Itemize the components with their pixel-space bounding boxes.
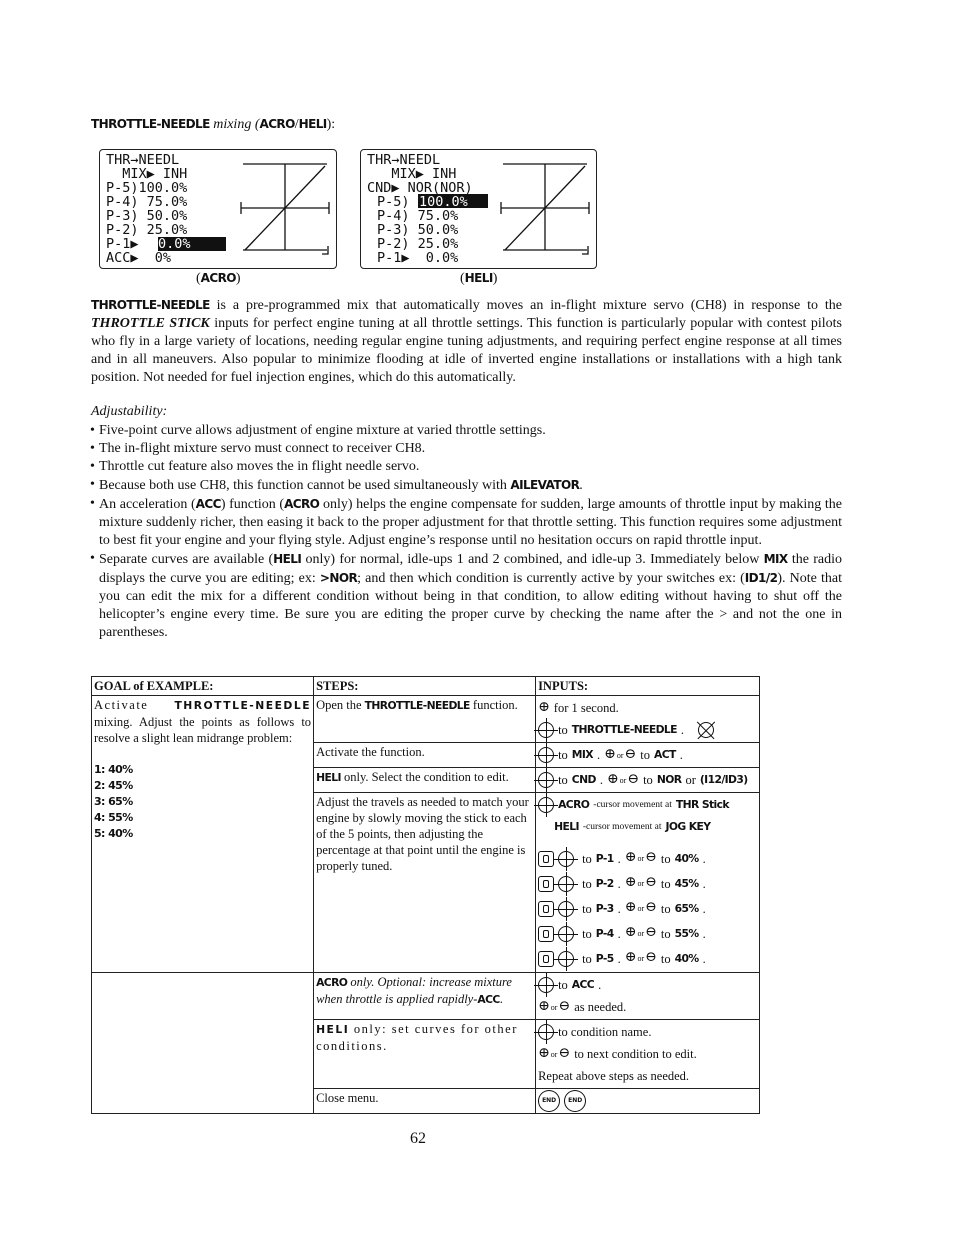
plus-or-minus-icon: ⊕ or ⊖ (624, 850, 657, 865)
table-row (92, 973, 760, 1020)
jog-key-icon (538, 772, 554, 788)
jog-key-icon (538, 747, 554, 763)
stick-position-icon (538, 926, 554, 942)
step-acro: ACRO (316, 976, 348, 989)
input-heli: HELI (554, 820, 579, 833)
input-row (538, 769, 757, 791)
jog-key-icon (538, 722, 554, 738)
header-goal: GOAL of EXAMPLE: (92, 677, 314, 696)
intro-function-name: THROTTLE-NEEDLE (91, 298, 210, 312)
bullet-heli: HELI (273, 552, 302, 566)
input-text: to condition name. (558, 1025, 652, 1039)
end-button-icon: END (564, 1090, 586, 1112)
or-label: or (637, 929, 645, 938)
bullet-text: The in-flight mixture servo must connect to receiver CH8. (99, 441, 426, 456)
jog-key-icon (538, 1024, 554, 1040)
heli-lcd-svg (361, 150, 596, 268)
goal-text-a: Activate (94, 698, 175, 712)
bullet-text: only) for normal, idle-ups 1 and 2 combined, and idle-up 3. Immediately below (301, 552, 764, 567)
bullet-text: ; and then which condition is currently active by your switches ex: ( (357, 571, 745, 586)
input-text: . (599, 773, 603, 787)
jog-key-icon (558, 851, 574, 867)
input-text: to (558, 773, 568, 787)
or-label: or (619, 775, 627, 785)
bullet-text: Five-point curve allows adjustment of engine mixture at varied throttle settings. (99, 423, 546, 438)
goal-cell (92, 696, 314, 973)
input-text: to (582, 851, 592, 866)
point-row: to P-5 . ⊕ or ⊖ to 40% . (538, 946, 757, 971)
input-cnd: CND (571, 773, 596, 786)
input-text: to (660, 951, 671, 966)
or-label: or (637, 904, 645, 913)
plus-or-minus-icon: ⊕ or ⊖ (624, 950, 657, 965)
jog-key-icon (558, 901, 574, 917)
point-row: to P-3 . ⊕ or ⊖ to 65% . (538, 896, 757, 921)
acro-line-1: THR→NEEDL (106, 152, 180, 168)
step-text: Open the (316, 698, 365, 712)
list-item (91, 476, 842, 495)
input-row (538, 1065, 757, 1087)
input-text: . (596, 748, 601, 762)
acro-lcd-screen (99, 149, 337, 269)
input-row (538, 816, 757, 838)
spacer (538, 838, 757, 846)
heading-end: ): (326, 117, 336, 132)
input-text: Repeat above steps as needed. (538, 1069, 690, 1083)
heli-line-1: THR→NEEDL (367, 152, 441, 168)
jog-key-icon (558, 951, 574, 967)
input-row (538, 719, 757, 741)
acro-line-7: P-1▶ (106, 236, 139, 252)
point-value: 40% (674, 951, 699, 965)
stick-position-icon (538, 901, 554, 917)
plus-icon: ⊕ (538, 700, 550, 715)
step-open (314, 696, 536, 743)
intro-throttle-stick: THROTTLE STICK (91, 316, 210, 331)
point-value: 65% (674, 901, 699, 915)
acro-caption-open: ( (196, 271, 201, 286)
jog-key-icon (558, 876, 574, 892)
input-text: . (679, 748, 683, 762)
acro-curve-graph (241, 164, 329, 254)
input-acc (536, 973, 760, 1020)
bullet-text: An acceleration ( (99, 497, 196, 512)
point-row: to P-4 . ⊕ or ⊖ to 55% . (538, 921, 757, 946)
input-text: to (582, 951, 592, 966)
input-text: to next condition to edit. (574, 1047, 697, 1061)
step-acc-label: ACC (477, 993, 500, 1006)
heli-line-7: P-2) 25.0% (377, 236, 459, 252)
acro-line-5: P-3) 50.0% (106, 208, 188, 224)
intro-text-1: is a pre-programmed mix that automatically moves an in-flight mixture servo (CH8) in response to the (209, 298, 842, 313)
bullet-nor: >NOR (319, 571, 358, 585)
table-row (92, 696, 760, 743)
input-row (538, 1043, 757, 1065)
heli-caption-label: HELI (464, 271, 493, 285)
plus-or-minus-icon: ⊕ or ⊖ (624, 900, 657, 915)
input-row (538, 794, 757, 816)
jog-key-icon (538, 797, 554, 813)
heli-line-3: CND▶ NOR(NOR) (367, 180, 473, 196)
goal-function: THROTTLE-NEEDLE (174, 699, 312, 712)
step-text: . (499, 992, 503, 1006)
input-id: (I12/ID3) (699, 773, 748, 786)
acro-caption (196, 271, 241, 287)
input-text: to (558, 978, 568, 992)
table-header-row (92, 677, 760, 696)
step-other-conditions (314, 1020, 536, 1089)
input-row (538, 974, 757, 996)
input-text: to (582, 901, 592, 916)
intro-paragraph (91, 296, 842, 387)
input-text: or (685, 773, 696, 787)
heli-caption-close: ) (492, 271, 498, 286)
input-row (538, 1021, 757, 1043)
input-text: to (558, 723, 568, 737)
step-close: Close menu. (314, 1089, 536, 1114)
bullet-text: the radio displays the curve you are editing; ex: (99, 552, 843, 586)
list-item (91, 550, 842, 642)
point-value: 55% (674, 926, 699, 940)
list-item (91, 440, 842, 458)
header-inputs: INPUTS: (536, 677, 760, 696)
steps-table (91, 676, 760, 1114)
heli-line-2: MIX▶ INH (367, 166, 457, 182)
bullet-acc: ACC (195, 497, 221, 511)
input-thr-stick: THR Stick (675, 798, 729, 811)
header-steps: STEPS: (314, 677, 536, 696)
bullet-text: Throttle cut feature also moves the in flight needle servo. (99, 459, 420, 474)
intro-text-2: inputs for perfect engine tuning at all throttle settings. This function is particularly popular with contest pilots who fly in a large variety of locations, needing regular engine tuning adjustments, and requiring perfect engine response at all times and in all maneuvers. Also popular to minimize flooding at idle of inverted engine installations or installations with a high tank position. Not needed for fuel injection engines, which do this automatically. (91, 316, 842, 385)
point-label: P-4 (595, 926, 614, 940)
goal-cell-empty (92, 973, 314, 1114)
point-label: P-1 (595, 851, 614, 865)
point-label: P-2 (595, 876, 614, 890)
point-row: to P-2 . ⊕ or ⊖ to 45% . (538, 871, 757, 896)
input-text: to (660, 901, 671, 916)
adjustability-title: Adjustability: (91, 404, 168, 419)
input-activate (536, 743, 760, 768)
heli-caption (460, 271, 497, 287)
jog-rotate-icon (695, 719, 718, 742)
heli-highlight-value: 100.0% (419, 194, 468, 210)
input-text: . (598, 978, 602, 992)
step-acc (314, 973, 536, 1020)
input-acc: ACC (571, 978, 595, 991)
acro-lcd-svg (100, 150, 336, 268)
step-heli: HELI (316, 1023, 350, 1036)
heading-slash: / (294, 117, 299, 132)
point-value: 40% (674, 851, 699, 865)
input-jog-key: JOG KEY (665, 820, 711, 833)
input-open (536, 696, 760, 743)
input-text: . (680, 723, 685, 737)
or-label: or (616, 750, 624, 760)
heli-lcd-screen (360, 149, 597, 269)
heli-line-5: P-4) 75.0% (377, 208, 459, 224)
bullet-text: ) function ( (220, 497, 285, 512)
heli-line-4: P-5) (377, 194, 410, 210)
plus-or-minus-icon: ⊕ or ⊖ (624, 925, 657, 940)
input-close (536, 1089, 760, 1114)
acro-line-4: P-4) 75.0% (106, 194, 188, 210)
acro-line-6: P-2) 25.0% (106, 222, 188, 238)
plus-or-minus-icon: ⊕ or ⊖ (538, 998, 571, 1014)
list-item (91, 458, 842, 476)
bullet-id12: ID1/2 (744, 571, 778, 585)
acro-line-8: ACC▶ 0% (106, 250, 172, 266)
heading-heli: HELI (298, 117, 327, 131)
input-acro: ACRO (558, 798, 590, 811)
stick-position-icon (538, 851, 554, 867)
step-heli: HELI (316, 771, 341, 784)
acro-highlight-value: 0.0% (158, 236, 191, 252)
step-function: THROTTLE-NEEDLE (364, 699, 470, 712)
jog-key-icon (558, 926, 574, 942)
input-text: to (558, 748, 568, 762)
step-text: function. (469, 698, 518, 712)
plus-or-minus-icon: ⊕ or ⊖ (606, 771, 640, 787)
bullet-text: . (579, 478, 583, 493)
input-text: as needed. (574, 1000, 627, 1014)
bullet-text: only) helps the engine compensate for sudden, large amounts of throttle input by making the mixture suddenly richer, then easing it back to the proper adjustment for that throttle setting. This function requires some adjustment to best fit your engine and your flying style. Adjust engine’s response until no hesitation occurs on rapid throttle input. (99, 497, 843, 548)
or-label: or (637, 954, 645, 963)
plus-or-minus-icon: ⊕ or ⊖ (604, 746, 637, 762)
input-text: to (582, 926, 592, 941)
bullet-text: Separate curves are available ( (99, 552, 274, 567)
step-condition (314, 768, 536, 793)
input-text: to (660, 851, 671, 866)
step-text: only. Select the condition to edit. (340, 770, 509, 784)
input-other-conditions (536, 1020, 760, 1089)
goal-values (94, 762, 311, 842)
acro-caption-label: ACRO (200, 271, 236, 285)
step-text: only: set curves for other conditions. (316, 1022, 518, 1053)
input-row (538, 744, 757, 766)
goal-value: 2: 45% (94, 779, 133, 792)
stick-position-icon (538, 951, 554, 967)
input-text: to (643, 773, 653, 787)
or-label: or (637, 854, 645, 863)
acro-caption-close: ) (235, 271, 241, 286)
input-text: for 1 second. (553, 701, 619, 715)
input-note: -cursor movement at (582, 822, 662, 832)
heli-caption-open: ( (460, 271, 465, 286)
bullet-acro: ACRO (284, 497, 320, 511)
plus-or-minus-icon: ⊕ or ⊖ (624, 875, 657, 890)
plus-or-minus-icon: ⊕ or ⊖ (538, 1045, 571, 1061)
input-note: -cursor movement at (593, 800, 672, 810)
list-item (91, 495, 842, 550)
or-label: or (637, 879, 645, 888)
point-label: P-3 (595, 901, 614, 915)
step-text: only. Optional: increase mixture when throttle is applied rapidly- (316, 975, 512, 1006)
heli-curve-graph (501, 164, 589, 254)
input-condition (536, 768, 760, 793)
acro-line-2: MIX▶ INH (106, 166, 188, 182)
page-number: 62 (410, 1130, 426, 1147)
point-label: P-5 (595, 951, 614, 965)
bullet-text: ). Note that you can edit the mix for a different condition without being in that condition, to allow editing without having to shut off the helicopter’s engine every time. Be sure you are editing the proper curve by checking the name after the > and not the one in parentheses. (99, 571, 842, 640)
end-button-icon: END (538, 1090, 560, 1112)
point-value: 45% (674, 876, 699, 890)
input-row (538, 697, 757, 719)
bullet-text: Because both use CH8, this function cannot be used simultaneously with (99, 478, 511, 493)
goal-value: 3: 65% (94, 795, 133, 808)
input-text: to (640, 748, 650, 762)
goal-text (94, 697, 311, 746)
goal-value: 5: 40% (94, 827, 133, 840)
list-item (91, 422, 842, 440)
heading-acro: ACRO (259, 117, 295, 131)
input-text: to (660, 926, 671, 941)
heading-function-name: THROTTLE-NEEDLE (91, 117, 210, 131)
heli-line-8: P-1▶ 0.0% (377, 250, 459, 266)
acro-line-3: P-5)100.0% (106, 180, 188, 196)
input-text: to (660, 876, 671, 891)
input-row (538, 1090, 757, 1112)
input-nor: NOR (656, 773, 682, 786)
stick-position-icon (538, 876, 554, 892)
jog-key-icon (538, 977, 554, 993)
goal-text-c: mixing. Adjust the points as follows to resolve a slight lean midrange problem: (94, 715, 312, 745)
bullet-mix: MIX (763, 552, 788, 566)
section-heading (91, 117, 335, 133)
goal-value: 1: 40% (94, 763, 133, 776)
or-label: or (550, 1049, 558, 1059)
step-adjust: Adjust the travels as needed to match your engine by slowly moving the stick to each of the 5 points, then adjusting the percentage at that point until the engine is properly tuned. (314, 793, 536, 973)
point-row: to P-1 . ⊕ or ⊖ to 40% . (538, 846, 757, 871)
heli-line-6: P-3) 50.0% (377, 222, 459, 238)
adjustability-list (91, 422, 842, 642)
or-label: or (550, 1002, 558, 1012)
input-act: ACT (653, 748, 676, 761)
heading-mixing: mixing ( (209, 117, 260, 132)
step-activate: Activate the function. (314, 743, 536, 768)
input-text: to (582, 876, 592, 891)
bullet-ailevator: AILEVATOR (510, 478, 580, 492)
input-row (538, 996, 757, 1018)
input-mix: MIX (571, 748, 593, 761)
goal-value: 4: 55% (94, 811, 133, 824)
input-function: THROTTLE-NEEDLE (571, 723, 677, 736)
input-adjust (536, 793, 760, 973)
